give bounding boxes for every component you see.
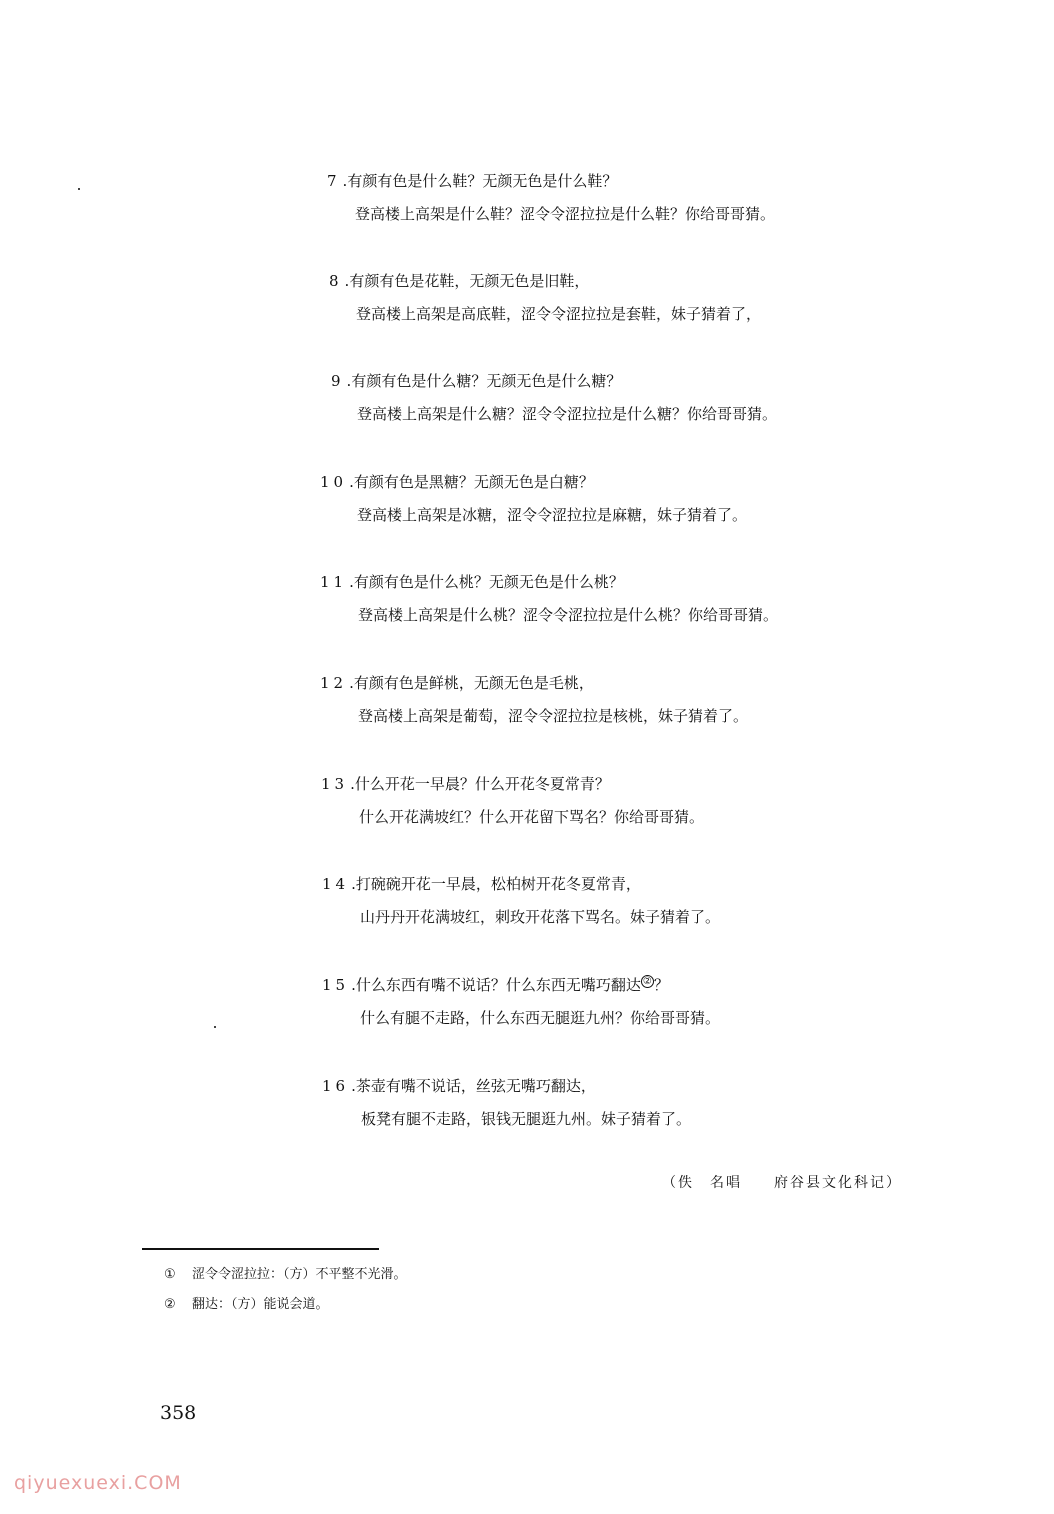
verse-line-1: 14 .打碗碗开花一早晨，松柏树开花冬夏常青， [322, 875, 641, 893]
footnote-divider [142, 1248, 379, 1250]
verse-line-1: 12 .有颜有色是鲜桃，无颜无色是毛桃， [320, 674, 594, 692]
footnote-text: 翻达：（方）能说会道。 [192, 1297, 329, 1312]
verse-line-1: 15 .什么东西有嘴不说话？什么东西无嘴巧翻达 ② ？ [322, 976, 669, 994]
verse-number: 8 [329, 272, 343, 290]
verse-line-2: 登高楼上高架是什么鞋？涩令令涩拉拉是什么鞋？你给哥哥猜。 [355, 205, 776, 223]
verse-number: 15 [322, 976, 350, 994]
verse-number: 13 [321, 775, 349, 793]
verse-text: 有颜有色是什么鞋？无颜无色是什么鞋？ [347, 172, 618, 190]
verse-line-2: 登高楼上高架是冰糖，涩令令涩拉拉是麻糖，妹子猜着了。 [357, 506, 748, 524]
footnote-ref: ② [641, 975, 654, 988]
verse-number: 14 [322, 875, 350, 893]
footnote-1 [164, 1263, 407, 1282]
verse-text: 有颜有色是什么桃？无颜无色是什么桃？ [353, 573, 624, 591]
verse-text: 什么开花一早晨？什么开花冬夏常青？ [354, 775, 610, 793]
verse-line-2: 登高楼上高架是高底鞋，涩令令涩拉拉是套鞋，妹子猜着了， [356, 305, 762, 323]
watermark-logo: qiyuexuexi.COM [14, 1472, 182, 1494]
verse-text: 有颜有色是黑糖？无颜无色是白糖？ [353, 473, 594, 491]
verse-line-1: 11 .有颜有色是什么桃？无颜无色是什么桃？ [320, 573, 624, 591]
verse-line-2: 登高楼上高架是什么糖？涩令令涩拉拉是什么糖？你给哥哥猜。 [357, 405, 778, 423]
page-number: 358 [160, 1402, 197, 1424]
verse-line-1: 16 .茶壶有嘴不说话，丝弦无嘴巧翻达， [322, 1077, 596, 1095]
verse-line-1: 8 .有颜有色是花鞋，无颜无色是旧鞋， [329, 272, 590, 290]
verse-text: 有颜有色是什么糖？无颜无色是什么糖？ [351, 372, 622, 390]
footnote-mark: ② [164, 1297, 176, 1312]
verse-text: 有颜有色是鲜桃，无颜无色是毛桃， [353, 674, 594, 692]
footnote-mark: ① [164, 1267, 176, 1282]
verse-number: 12 [320, 674, 348, 692]
verse-number: 7 [327, 172, 341, 190]
verse-number: 11 [320, 573, 348, 591]
credit-line: （佚 名唱 府谷县文化科记） [662, 1175, 902, 1191]
verse-number: 10 [320, 473, 348, 491]
verse-line-1: 10 .有颜有色是黑糖？无颜无色是白糖？ [320, 473, 594, 491]
verse-number: 16 [322, 1077, 350, 1095]
verse-line-2: 山丹丹开花满坡红，刺玫开花落下骂名。妹子猜着了。 [360, 908, 721, 926]
verse-text: 什么东西有嘴不说话？什么东西无嘴巧翻达 [355, 976, 641, 994]
footnote-2 [164, 1293, 329, 1312]
verse-text: 打碗碗开花一早晨，松柏树开花冬夏常青， [355, 875, 641, 893]
verse-text: 有颜有色是花鞋，无颜无色是旧鞋， [349, 272, 590, 290]
verse-line-2: 板凳有腿不走路，银钱无腿逛九州。妹子猜着了。 [361, 1110, 692, 1128]
scan-speck [78, 188, 80, 190]
verse-number: 9 [331, 372, 345, 390]
verse-line-2: 什么有腿不走路，什么东西无腿逛九州？你给哥哥猜。 [360, 1009, 721, 1027]
verse-line-1: 13 .什么开花一早晨？什么开花冬夏常青？ [321, 775, 610, 793]
verse-text-end: ？ [653, 976, 669, 994]
scan-speck [214, 1026, 216, 1028]
footnote-text: 涩令令涩拉拉：（方）不平整不光滑。 [192, 1267, 407, 1282]
verse-line-2: 什么开花满坡红？什么开花留下骂名？你给哥哥猜。 [359, 808, 705, 826]
verse-line-1: 7 .有颜有色是什么鞋？无颜无色是什么鞋？ [327, 172, 618, 190]
verse-line-2: 登高楼上高架是什么桃？涩令令涩拉拉是什么桃？你给哥哥猜。 [358, 606, 779, 624]
verse-line-1: 9 .有颜有色是什么糖？无颜无色是什么糖？ [331, 372, 622, 390]
verse-line-2: 登高楼上高架是葡萄，涩令令涩拉拉是核桃，妹子猜着了。 [358, 707, 749, 725]
verse-text: 茶壶有嘴不说话，丝弦无嘴巧翻达， [355, 1077, 596, 1095]
